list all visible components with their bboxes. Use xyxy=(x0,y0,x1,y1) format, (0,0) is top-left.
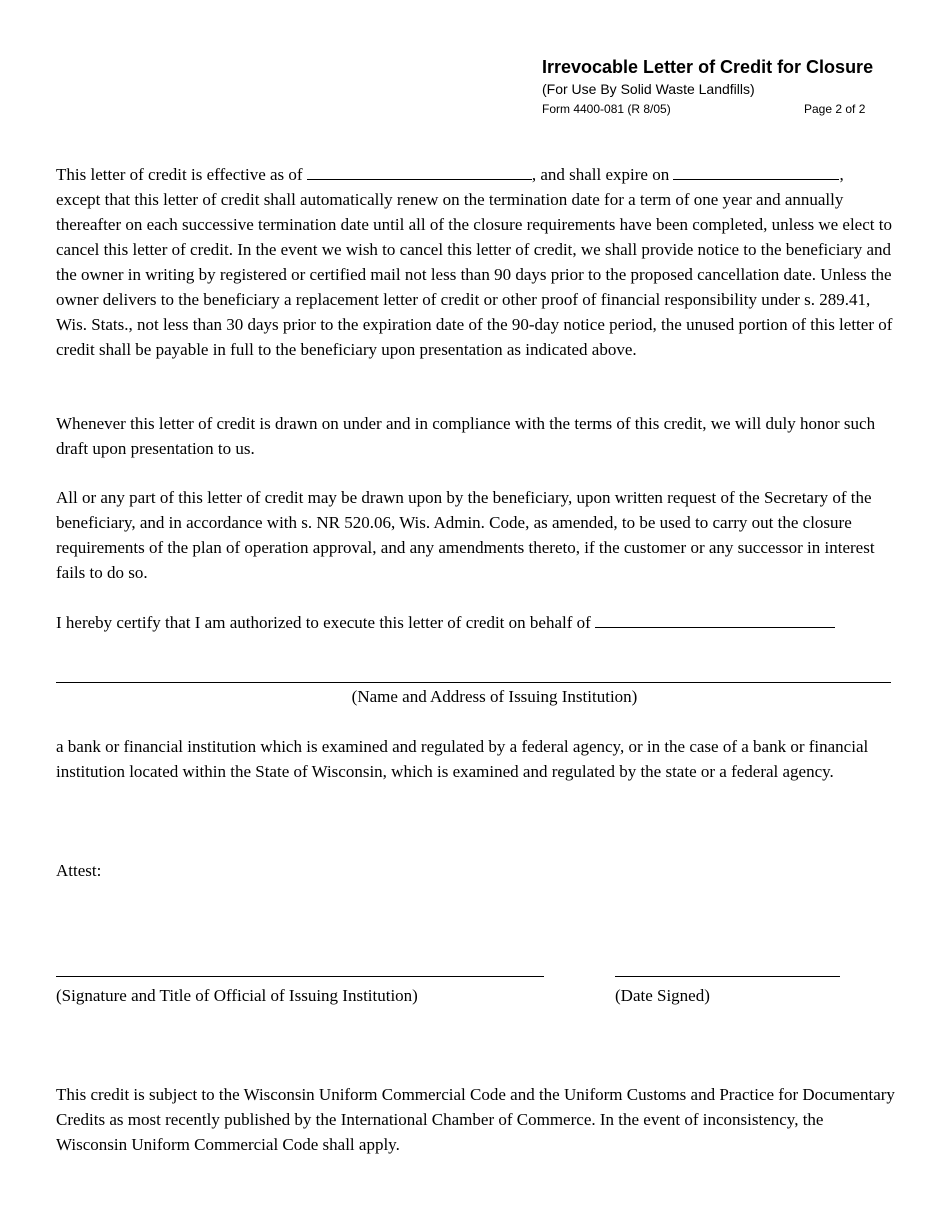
signature-line[interactable] xyxy=(56,976,544,977)
expire-date-blank[interactable] xyxy=(673,162,839,180)
effective-date-label: This letter of credit is effective as of xyxy=(56,165,303,184)
drawdown-paragraph: All or any part of this letter of credit may be drawn upon by the beneficiary, upon written request of the Secretary of the beneficiary, and in accordance with s. NR 520.06, Wis. Admin. Code, as amended, to be used to carry out the closure requirements of the plan of operation approval, and any amendments thereto, if the customer or any successor in interest fails to do so. xyxy=(56,488,875,582)
draft-honor-paragraph: Whenever this letter of credit is drawn on under and in compliance with the terms of this credit, we will duly honor such draft upon presentation to us. xyxy=(56,414,876,458)
expire-date-label: , and shall expire on xyxy=(531,165,670,184)
effective-date-blank[interactable] xyxy=(307,162,532,180)
governing-law-paragraph: This credit is subject to the Wisconsin Uniform Commercial Code and the Uniform Customs and Practice for Documentary Credits as most recently published by the International Chamber of Commerce. In the event of inconsistency, the Wisconsin Uniform Commercial Code shall apply. xyxy=(56,1085,895,1154)
attest-label: Attest: xyxy=(56,861,102,880)
behalf-of-blank[interactable] xyxy=(595,610,835,628)
form-title: Irrevocable Letter of Credit for Closure xyxy=(542,57,874,77)
date-signed-line[interactable] xyxy=(615,976,840,977)
form-number: Form 4400-081 (R 8/05) xyxy=(542,102,671,116)
effective-date-paragraph xyxy=(56,162,896,362)
renewal-cancellation-text: except that this letter of credit shall automatically renew on the termination date for a term of one year and annually thereafter on each successive termination date until all of the closure requirements have been completed, unless we elect to cancel this letter of credit. In the event we wish to cancel this letter of credit, we shall provide notice to the beneficiary and the owner in writing by registered or certified mail not less than 90 days prior to the proposed cancellation date. Unless the owner delivers to the beneficiary a replacement letter of credit or other proof of financial responsibility under s. 289.41, Wis. Stats., not less than 30 days prior to the expiration date of the 90-day notice period, the unused portion of this letter of credit shall be payable in full to the beneficiary upon presentation as indicated above. xyxy=(56,190,893,359)
form-header xyxy=(542,56,902,117)
issuer-name-address-blank[interactable] xyxy=(56,682,891,683)
institution-description-paragraph: a bank or financial institution which is examined and regulated by a federal agency, or in the case of a bank or financial institution located within the State of Wisconsin, which is examined and regulated by the state or a federal agency. xyxy=(56,737,869,781)
expire-date-comma: , xyxy=(839,165,844,184)
effective-date-line xyxy=(56,162,896,187)
issuer-name-address-label: (Name and Address of Issuing Institution) xyxy=(351,687,638,706)
certify-line xyxy=(56,610,896,635)
certify-label: I hereby certify that I am authorized to execute this letter of credit on behalf of xyxy=(56,613,591,632)
form-info-line xyxy=(542,101,902,117)
signature-label: (Signature and Title of Official of Issuing Institution) xyxy=(56,986,418,1005)
page-number: Page 2 of 2 xyxy=(804,102,866,116)
form-subtitle: (For Use By Solid Waste Landfills) xyxy=(542,81,755,97)
date-signed-label: (Date Signed) xyxy=(615,986,710,1005)
